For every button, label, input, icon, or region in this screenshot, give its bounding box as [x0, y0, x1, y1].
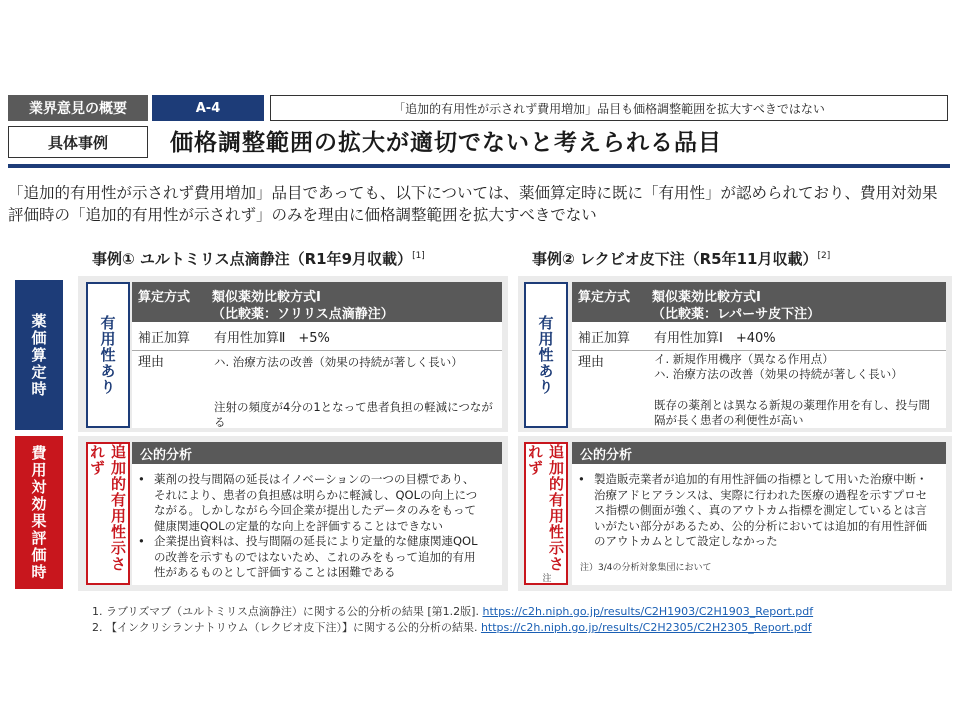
case2-usefulness-label: 有用性あり: [524, 282, 568, 428]
case1-reason-line1: ハ. 治療方法の改善（効果の持続が著しく長い）: [214, 355, 463, 369]
case1-comparator: （比較薬：ソリリス点滴静注）: [212, 307, 394, 322]
reference-1-link[interactable]: https://c2h.niph.go.jp/results/C2H1903/C2H1903_Report.pdf: [482, 605, 814, 618]
category-tag: 業界意見の概要: [8, 95, 148, 121]
case2-analysis-list: [576, 472, 936, 550]
case2-method-value: 類似薬効比較方式Ⅰ: [652, 290, 761, 305]
case2-premium-value: 有用性加算Ⅰ +40%: [654, 331, 776, 346]
case1-premium-label: 補正加算: [138, 331, 191, 346]
reference-1: [92, 604, 813, 620]
case1-ref: [1]: [412, 251, 425, 261]
case1-method-label: 算定方式: [138, 290, 191, 305]
case1-analysis-list: [136, 472, 482, 581]
case2-no-added-text: 追加的有用性示されず: [526, 444, 565, 572]
case2-analysis-box: [572, 442, 946, 585]
case1-divider: [132, 350, 502, 351]
case2-no-added-usefulness-label: [524, 442, 568, 585]
item-id-tag: A-4: [152, 95, 264, 121]
reference-1-text: 1. ラブリズマブ（ユルトミリス点滴静注）に関する公的分析の結果 [第1.2版].: [92, 605, 483, 618]
reference-2-link[interactable]: https://c2h.niph.go.jp/results/C2H2305/C2H2305_Report.pdf: [480, 621, 812, 634]
header-note: 「追加的有用性が示されず費用増加」品目も価格調整範囲を拡大すべきではない: [270, 95, 948, 121]
references: [92, 604, 813, 636]
title-rule: [8, 164, 950, 168]
case2-comparator: （比較薬：レパーサ皮下注）: [652, 307, 821, 322]
case1-heading-text: 事例① ユルトミリス点滴静注（R1年9月収載）: [92, 250, 413, 268]
case1-pricing-table: [132, 282, 502, 428]
case1-no-added-usefulness-label: 追加的有用性示されず: [86, 442, 130, 585]
case1-reason-detail: 注射の頻度が4分の1となって患者負担の軽減につながる: [214, 400, 493, 429]
list-item: • 製造販売業者が追加的有用性評価の指標として用いた治療中断・治療アドヒアランスは、実際に行われた医療の過程を示すプロセス指標の側面が強く、真のアウトカム指標を測定しているとは言いがたい部分があるため、公的分析においては追加的有用性評価のアウトカムとして設定しなかった: [576, 472, 936, 550]
case1-method-value: 類似薬効比較方式Ⅰ: [212, 290, 321, 305]
case2-method-label: 算定方式: [578, 290, 631, 305]
case1-heading: [92, 248, 425, 269]
case2-heading: [532, 248, 830, 269]
case2-method-row: [572, 282, 946, 322]
case1-usefulness-label: 有用性あり: [86, 282, 130, 428]
case1-method-row: [132, 282, 502, 322]
case2-reason-line2: ハ. 治療方法の改善（効果の持続が著しく長い）: [654, 367, 903, 381]
case2-ref: [2]: [817, 251, 831, 261]
section-tag: 具体事例: [8, 126, 148, 158]
side-label-cost-effectiveness: 費用対効果評価時: [15, 436, 63, 589]
case1-premium-value: 有用性加算Ⅱ +5%: [214, 331, 330, 346]
reference-2-text: 2. 【インクリシランナトリウム（レクビオ皮下注）】に関する公的分析の結果.: [92, 621, 481, 634]
case2-premium-label: 補正加算: [578, 331, 631, 346]
reference-2: [92, 620, 813, 636]
case2-footnote: 注）3/4の分析対象集団において: [580, 563, 712, 573]
list-item: • 企業提出資料は、投与間隔の延長により定量的な健康関連QOLの改善を示すものではないため、これのみをもって追加的有用性があるものとして評価することは困難である: [136, 534, 482, 581]
case2-pricing-table: [572, 282, 946, 428]
case1-analysis-head: 公的分析: [132, 442, 502, 464]
case2-reason-detail: 既存の薬剤とは異なる新規の薬理作用を有し、投与間隔が長く患者の利便性が高い: [654, 398, 930, 427]
side-label-pricing: 薬価算定時: [15, 280, 63, 430]
list-item: • 薬剤の投与間隔の延長はイノベーションの一つの目標であり、それにより、患者の負担感は明らかに軽減し、QOLの向上につながる。しかしながら今回企業が提出したデータのみをもって健康関連QOLの定量的な向上を評価することはできない: [136, 472, 482, 534]
case2-reason-line1: イ. 新規作用機序（異なる作用点）: [654, 352, 834, 366]
case2-heading-text: 事例② レクビオ皮下注（R5年11月収載）: [532, 250, 818, 268]
case2-divider: [572, 350, 946, 351]
case1-reason-label: 理由: [138, 355, 165, 370]
case2-no-added-note: 注: [540, 573, 551, 583]
case2-analysis-head: 公的分析: [572, 442, 946, 464]
case2-reason-label: 理由: [578, 355, 605, 370]
case1-analysis-box: [132, 442, 502, 585]
intro-text: 「追加的有用性が示されず費用増加」品目であっても、以下については、薬価算定時に既に「有用性」が認められており、費用対効果評価時の「追加的有用性が示されず」のみを理由に価格調整範囲を拡大すべきでない: [8, 184, 938, 224]
page-title: 価格調整範囲の拡大が適切でないと考えられる品目: [170, 130, 722, 156]
